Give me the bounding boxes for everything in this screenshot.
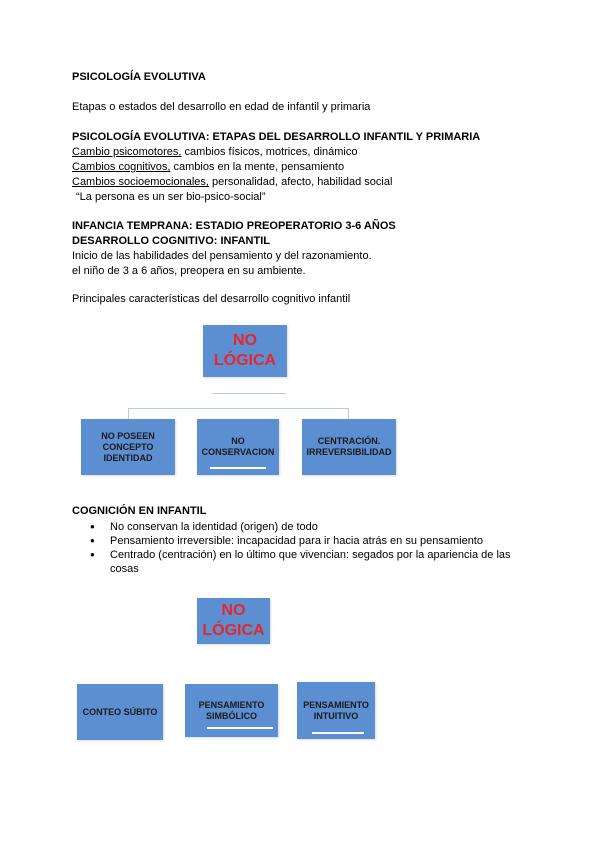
page-subtitle: Etapas o estados del desarrollo en edad de infantil y primaria xyxy=(72,101,371,113)
section2-heading1: INFANCIA TEMPRANA: ESTADIO PREOPERATORIO 3-6 AÑOS xyxy=(72,220,396,232)
diagram2-child-box: PENSAMIENTO INTUITIVO xyxy=(297,682,375,739)
diagram2-child-box: PENSAMIENTO SIMBÓLICO xyxy=(185,684,278,737)
section2-line1: Inicio de las habilidades del pensamiento y del razonamiento. xyxy=(72,250,372,262)
connector-line xyxy=(128,408,348,409)
section1-heading: PSICOLOGÍA EVOLUTIVA: ETAPAS DEL DESARROLLO INFANTIL Y PRIMARIA xyxy=(72,131,481,143)
section2-heading2: DESARROLLO COGNITIVO: INFANTIL xyxy=(72,235,270,247)
connector-line xyxy=(212,393,286,394)
box-highlight xyxy=(210,467,266,469)
change-line-psychomotor xyxy=(72,145,358,159)
change-desc: cambios físicos, motrices, dinámico xyxy=(181,146,358,158)
list-item: ● Centrado (centración) en lo último que vivencian: segados por la apariencia de las cosas xyxy=(90,548,530,576)
box-highlight xyxy=(312,732,364,734)
diagram2-child-box: CONTEO SÚBITO xyxy=(77,684,163,740)
diagram1-child-box: CENTRACIÓN. IRREVERSIBILIDAD xyxy=(302,419,396,475)
quote: “La persona es un ser bio-psico-social” xyxy=(76,191,266,203)
diagram2-top-box: NO LÓGICA xyxy=(197,598,270,644)
change-term: Cambio psicomotores, xyxy=(72,146,182,158)
section3-heading: COGNICIÓN EN INFANTIL xyxy=(72,505,207,517)
change-desc: cambios en la mente, pensamiento xyxy=(170,161,345,173)
list-item: ● Pensamiento irreversible: incapacidad para ir hacia atrás en su pensamiento xyxy=(90,534,530,548)
change-term: Cambios socioemocionales, xyxy=(72,176,209,188)
diagram1-child-box: NO POSEEN CONCEPTO IDENTIDAD xyxy=(81,419,175,475)
section2-line2: el niño de 3 a 6 años, preopera en su ambiente. xyxy=(72,265,306,277)
section2-caption: Principales características del desarrollo cognitivo infantil xyxy=(72,293,351,305)
page-title: PSICOLOGÍA EVOLUTIVA xyxy=(72,71,206,83)
box-highlight xyxy=(207,727,273,729)
change-term: Cambios cognitivos, xyxy=(72,161,171,173)
change-desc: personalidad, afecto, habilidad social xyxy=(208,176,393,188)
cognition-bullet-list xyxy=(90,520,530,576)
diagram1-child-box: NO CONSERVACION xyxy=(197,419,279,475)
change-line-socioemotional xyxy=(72,175,392,189)
diagram1-top-box: NO LÓGICA xyxy=(203,325,287,377)
change-line-cognitive xyxy=(72,160,344,174)
list-item: ● No conservan la identidad (origen) de todo xyxy=(90,520,530,534)
